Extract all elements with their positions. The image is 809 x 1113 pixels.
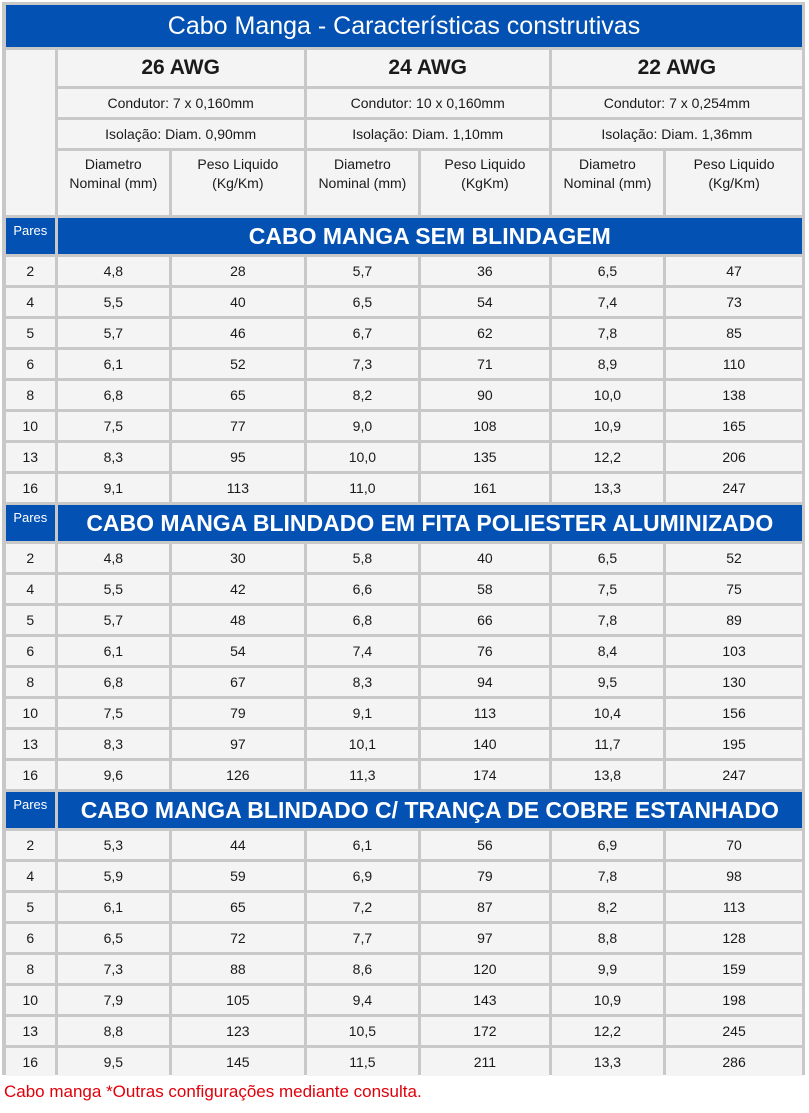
value-cell: 105 xyxy=(172,986,304,1014)
pares-label: Pares xyxy=(6,218,55,254)
value-cell: 73 xyxy=(666,288,802,316)
column-header-diameter: Diametro Nominal (mm) xyxy=(58,151,169,215)
corner-cell xyxy=(6,50,55,215)
column-header-weight: Peso Liquido (Kg/Km) xyxy=(172,151,304,215)
value-cell: 9,4 xyxy=(307,986,418,1014)
pairs-cell: 6 xyxy=(6,924,55,952)
value-cell: 5,5 xyxy=(58,575,169,603)
table-row xyxy=(6,831,802,859)
value-cell: 10,9 xyxy=(552,412,663,440)
value-cell: 9,0 xyxy=(307,412,418,440)
value-cell: 211 xyxy=(421,1048,549,1076)
value-cell: 12,2 xyxy=(552,1017,663,1045)
footnote: Cabo manga *Outras configurações mediante consulta. xyxy=(4,1082,422,1101)
value-cell: 6,8 xyxy=(58,668,169,696)
value-cell: 10,0 xyxy=(552,381,663,409)
pairs-cell: 13 xyxy=(6,443,55,471)
pairs-cell: 10 xyxy=(6,986,55,1014)
table-row xyxy=(6,443,802,471)
value-cell: 11,7 xyxy=(552,730,663,758)
value-cell: 36 xyxy=(421,257,549,285)
pairs-cell: 4 xyxy=(6,862,55,890)
value-cell: 6,6 xyxy=(307,575,418,603)
pairs-cell: 5 xyxy=(6,893,55,921)
value-cell: 76 xyxy=(421,637,549,665)
value-cell: 6,5 xyxy=(58,924,169,952)
column-header-diameter: Diametro Nominal (mm) xyxy=(552,151,663,215)
value-cell: 8,2 xyxy=(552,893,663,921)
table-title: Cabo Manga - Características construtivas xyxy=(6,5,802,47)
pairs-cell: 6 xyxy=(6,637,55,665)
table-row xyxy=(6,350,802,378)
value-cell: 9,1 xyxy=(307,699,418,727)
pairs-cell: 4 xyxy=(6,288,55,316)
value-cell: 13,8 xyxy=(552,761,663,789)
value-cell: 56 xyxy=(421,831,549,859)
value-cell: 62 xyxy=(421,319,549,347)
spec-table xyxy=(3,2,805,1079)
pares-label: Pares xyxy=(6,792,55,828)
value-cell: 143 xyxy=(421,986,549,1014)
table-row xyxy=(6,668,802,696)
gauge-header: 22 AWG xyxy=(552,50,802,86)
value-cell: 7,2 xyxy=(307,893,418,921)
value-cell: 6,1 xyxy=(58,350,169,378)
value-cell: 247 xyxy=(666,761,802,789)
value-cell: 130 xyxy=(666,668,802,696)
value-cell: 89 xyxy=(666,606,802,634)
value-cell: 10,0 xyxy=(307,443,418,471)
value-cell: 145 xyxy=(172,1048,304,1076)
value-cell: 7,9 xyxy=(58,986,169,1014)
value-cell: 140 xyxy=(421,730,549,758)
column-header-diameter: Diametro Nominal (mm) xyxy=(307,151,418,215)
table-row xyxy=(6,544,802,572)
value-cell: 94 xyxy=(421,668,549,696)
value-cell: 113 xyxy=(421,699,549,727)
table-row xyxy=(6,730,802,758)
conductor-spec: Condutor: 7 x 0,160mm xyxy=(58,89,304,117)
table-row xyxy=(6,986,802,1014)
value-cell: 138 xyxy=(666,381,802,409)
table-row xyxy=(6,955,802,983)
table-row xyxy=(6,606,802,634)
value-cell: 97 xyxy=(172,730,304,758)
value-cell: 8,4 xyxy=(552,637,663,665)
value-cell: 7,8 xyxy=(552,319,663,347)
pairs-cell: 16 xyxy=(6,1048,55,1076)
value-cell: 8,3 xyxy=(58,730,169,758)
value-cell: 4,8 xyxy=(58,257,169,285)
pairs-cell: 10 xyxy=(6,412,55,440)
conductor-spec: Condutor: 7 x 0,254mm xyxy=(552,89,802,117)
value-cell: 7,7 xyxy=(307,924,418,952)
value-cell: 6,1 xyxy=(307,831,418,859)
value-cell: 42 xyxy=(172,575,304,603)
value-cell: 11,0 xyxy=(307,474,418,502)
column-header-weight: Peso Liquido (Kg/Km) xyxy=(666,151,802,215)
value-cell: 65 xyxy=(172,381,304,409)
value-cell: 9,5 xyxy=(58,1048,169,1076)
value-cell: 6,5 xyxy=(552,257,663,285)
value-cell: 7,8 xyxy=(552,606,663,634)
value-cell: 123 xyxy=(172,1017,304,1045)
column-header-weight: Peso Liquido (KgKm) xyxy=(421,151,549,215)
insulation-spec: Isolação: Diam. 1,10mm xyxy=(307,120,549,148)
value-cell: 85 xyxy=(666,319,802,347)
value-cell: 9,6 xyxy=(58,761,169,789)
value-cell: 59 xyxy=(172,862,304,890)
value-cell: 113 xyxy=(172,474,304,502)
value-cell: 126 xyxy=(172,761,304,789)
value-cell: 88 xyxy=(172,955,304,983)
section-title: CABO MANGA SEM BLINDAGEM xyxy=(58,218,802,254)
pairs-cell: 13 xyxy=(6,730,55,758)
value-cell: 9,1 xyxy=(58,474,169,502)
value-cell: 286 xyxy=(666,1048,802,1076)
value-cell: 10,1 xyxy=(307,730,418,758)
value-cell: 195 xyxy=(666,730,802,758)
value-cell: 5,8 xyxy=(307,544,418,572)
pairs-cell: 10 xyxy=(6,699,55,727)
value-cell: 52 xyxy=(172,350,304,378)
value-cell: 5,7 xyxy=(58,319,169,347)
conductor-spec: Condutor: 10 x 0,160mm xyxy=(307,89,549,117)
table-row xyxy=(6,699,802,727)
value-cell: 5,3 xyxy=(58,831,169,859)
value-cell: 44 xyxy=(172,831,304,859)
value-cell: 113 xyxy=(666,893,802,921)
value-cell: 6,5 xyxy=(552,544,663,572)
table-row xyxy=(6,381,802,409)
value-cell: 108 xyxy=(421,412,549,440)
value-cell: 245 xyxy=(666,1017,802,1045)
pairs-cell: 8 xyxy=(6,381,55,409)
value-cell: 5,7 xyxy=(58,606,169,634)
pairs-cell: 2 xyxy=(6,544,55,572)
value-cell: 12,2 xyxy=(552,443,663,471)
value-cell: 40 xyxy=(421,544,549,572)
value-cell: 7,5 xyxy=(58,412,169,440)
value-cell: 7,4 xyxy=(307,637,418,665)
value-cell: 66 xyxy=(421,606,549,634)
value-cell: 95 xyxy=(172,443,304,471)
value-cell: 58 xyxy=(421,575,549,603)
value-cell: 247 xyxy=(666,474,802,502)
value-cell: 135 xyxy=(421,443,549,471)
pairs-cell: 13 xyxy=(6,1017,55,1045)
value-cell: 8,3 xyxy=(58,443,169,471)
value-cell: 6,8 xyxy=(58,381,169,409)
value-cell: 46 xyxy=(172,319,304,347)
value-cell: 48 xyxy=(172,606,304,634)
pairs-cell: 2 xyxy=(6,831,55,859)
value-cell: 70 xyxy=(666,831,802,859)
value-cell: 120 xyxy=(421,955,549,983)
value-cell: 90 xyxy=(421,381,549,409)
value-cell: 7,4 xyxy=(552,288,663,316)
table-row xyxy=(6,761,802,789)
pairs-cell: 5 xyxy=(6,319,55,347)
value-cell: 8,9 xyxy=(552,350,663,378)
value-cell: 6,8 xyxy=(307,606,418,634)
value-cell: 172 xyxy=(421,1017,549,1045)
value-cell: 98 xyxy=(666,862,802,890)
value-cell: 6,7 xyxy=(307,319,418,347)
value-cell: 52 xyxy=(666,544,802,572)
value-cell: 5,5 xyxy=(58,288,169,316)
value-cell: 71 xyxy=(421,350,549,378)
value-cell: 8,2 xyxy=(307,381,418,409)
value-cell: 174 xyxy=(421,761,549,789)
value-cell: 54 xyxy=(421,288,549,316)
value-cell: 10,4 xyxy=(552,699,663,727)
value-cell: 13,3 xyxy=(552,474,663,502)
table-row xyxy=(6,924,802,952)
value-cell: 206 xyxy=(666,443,802,471)
value-cell: 11,3 xyxy=(307,761,418,789)
value-cell: 8,8 xyxy=(58,1017,169,1045)
value-cell: 54 xyxy=(172,637,304,665)
value-cell: 165 xyxy=(666,412,802,440)
value-cell: 7,5 xyxy=(552,575,663,603)
pairs-cell: 6 xyxy=(6,350,55,378)
value-cell: 47 xyxy=(666,257,802,285)
value-cell: 6,5 xyxy=(307,288,418,316)
value-cell: 8,6 xyxy=(307,955,418,983)
value-cell: 87 xyxy=(421,893,549,921)
value-cell: 5,7 xyxy=(307,257,418,285)
table-row xyxy=(6,412,802,440)
pairs-cell: 2 xyxy=(6,257,55,285)
table-row xyxy=(6,1017,802,1045)
value-cell: 7,8 xyxy=(552,862,663,890)
pairs-cell: 16 xyxy=(6,761,55,789)
pairs-cell: 4 xyxy=(6,575,55,603)
value-cell: 65 xyxy=(172,893,304,921)
value-cell: 6,9 xyxy=(307,862,418,890)
value-cell: 8,3 xyxy=(307,668,418,696)
value-cell: 161 xyxy=(421,474,549,502)
value-cell: 75 xyxy=(666,575,802,603)
value-cell: 7,3 xyxy=(58,955,169,983)
table-row xyxy=(6,862,802,890)
value-cell: 9,9 xyxy=(552,955,663,983)
table-row xyxy=(6,288,802,316)
value-cell: 4,8 xyxy=(58,544,169,572)
value-cell: 156 xyxy=(666,699,802,727)
value-cell: 6,9 xyxy=(552,831,663,859)
section-title: CABO MANGA BLINDADO C/ TRANÇA DE COBRE ESTANHADO xyxy=(58,792,802,828)
value-cell: 7,5 xyxy=(58,699,169,727)
value-cell: 7,3 xyxy=(307,350,418,378)
value-cell: 9,5 xyxy=(552,668,663,696)
section-title: CABO MANGA BLINDADO EM FITA POLIESTER ALUMINIZADO xyxy=(58,505,802,541)
table-row xyxy=(6,319,802,347)
value-cell: 79 xyxy=(421,862,549,890)
value-cell: 97 xyxy=(421,924,549,952)
value-cell: 128 xyxy=(666,924,802,952)
value-cell: 110 xyxy=(666,350,802,378)
value-cell: 10,9 xyxy=(552,986,663,1014)
table-row xyxy=(6,1048,802,1076)
insulation-spec: Isolação: Diam. 0,90mm xyxy=(58,120,304,148)
table-row xyxy=(6,637,802,665)
pares-label: Pares xyxy=(6,505,55,541)
insulation-spec: Isolação: Diam. 1,36mm xyxy=(552,120,802,148)
pairs-cell: 8 xyxy=(6,668,55,696)
value-cell: 103 xyxy=(666,637,802,665)
value-cell: 6,1 xyxy=(58,893,169,921)
table-row xyxy=(6,257,802,285)
value-cell: 10,5 xyxy=(307,1017,418,1045)
value-cell: 72 xyxy=(172,924,304,952)
value-cell: 5,9 xyxy=(58,862,169,890)
value-cell: 28 xyxy=(172,257,304,285)
value-cell: 79 xyxy=(172,699,304,727)
value-cell: 159 xyxy=(666,955,802,983)
pairs-cell: 5 xyxy=(6,606,55,634)
gauge-header: 24 AWG xyxy=(307,50,549,86)
value-cell: 8,8 xyxy=(552,924,663,952)
value-cell: 6,1 xyxy=(58,637,169,665)
spec-table-frame xyxy=(2,2,805,1075)
gauge-header: 26 AWG xyxy=(58,50,304,86)
pairs-cell: 16 xyxy=(6,474,55,502)
value-cell: 40 xyxy=(172,288,304,316)
table-row xyxy=(6,474,802,502)
value-cell: 67 xyxy=(172,668,304,696)
value-cell: 13,3 xyxy=(552,1048,663,1076)
value-cell: 11,5 xyxy=(307,1048,418,1076)
table-row xyxy=(6,575,802,603)
table-row xyxy=(6,893,802,921)
value-cell: 77 xyxy=(172,412,304,440)
value-cell: 198 xyxy=(666,986,802,1014)
pairs-cell: 8 xyxy=(6,955,55,983)
value-cell: 30 xyxy=(172,544,304,572)
